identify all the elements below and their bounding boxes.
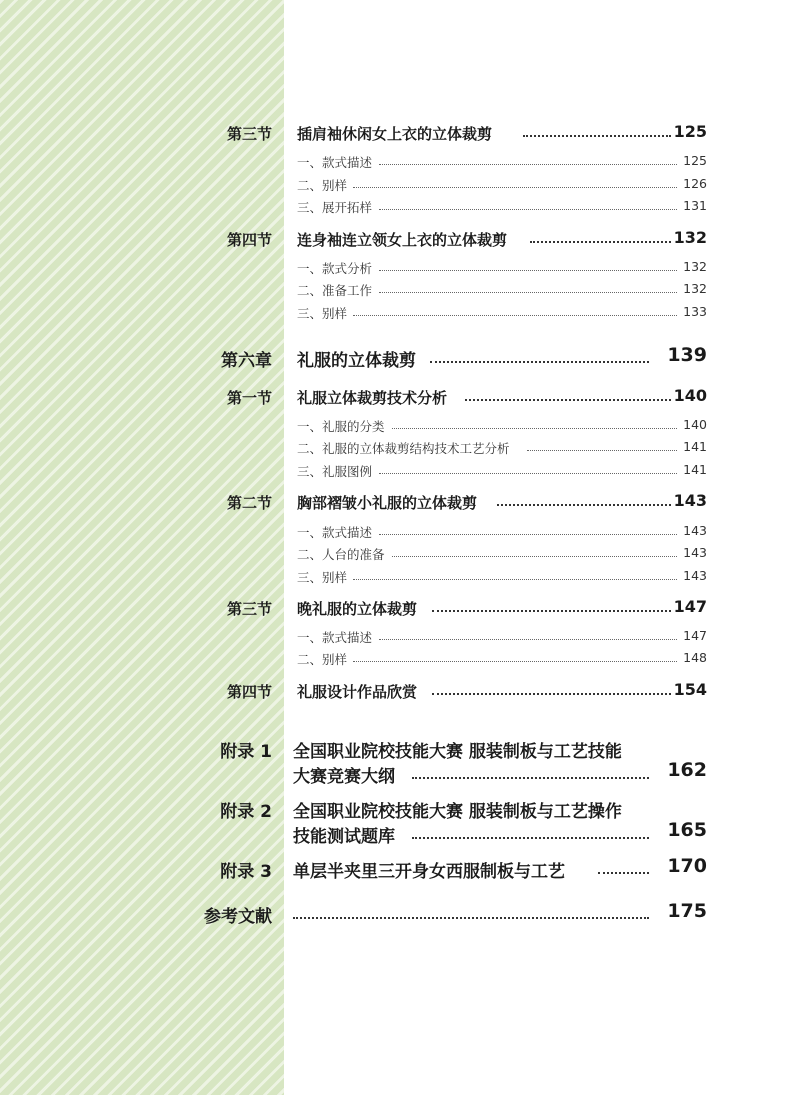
page-number: 125 xyxy=(683,153,707,168)
dot-leader xyxy=(530,241,671,243)
page-number: 154 xyxy=(673,680,707,699)
item-title: 三、展开拓样 xyxy=(297,200,373,215)
item-title: 二、别样 xyxy=(297,178,348,193)
appendix-title-line1: 全国职业院校技能大赛 服装制板与工艺操作 xyxy=(293,802,622,822)
appendix-label: 附录 2 xyxy=(220,802,272,822)
item-title: 三、礼服图例 xyxy=(297,464,373,479)
decorative-diagonal-band xyxy=(0,0,284,1095)
section-label: 第一节 xyxy=(226,389,272,407)
section-label: 第四节 xyxy=(226,231,272,249)
page-number: 147 xyxy=(673,597,707,616)
dot-leader xyxy=(430,361,649,363)
page-number: 143 xyxy=(683,523,707,538)
dot-leader xyxy=(379,292,677,293)
page-number: 147 xyxy=(683,628,707,643)
item-title: 一、礼服的分类 xyxy=(297,419,385,434)
dot-leader xyxy=(379,164,677,165)
dot-leader xyxy=(379,209,677,210)
dot-leader xyxy=(527,450,677,451)
dot-leader xyxy=(497,504,671,506)
page-number: 165 xyxy=(667,819,707,841)
page-number: 133 xyxy=(683,304,707,319)
section-title: 插肩袖休闲女上衣的立体裁剪 xyxy=(297,125,493,143)
chapter-title: 礼服的立体裁剪 xyxy=(297,351,416,371)
page-number: 162 xyxy=(667,759,707,781)
page-number: 143 xyxy=(683,545,707,560)
page-number: 139 xyxy=(667,344,707,366)
section-title: 晚礼服的立体裁剪 xyxy=(297,600,418,618)
dot-leader xyxy=(379,639,677,640)
toc-section[interactable] xyxy=(200,490,707,514)
toc-item[interactable] xyxy=(297,279,707,299)
section-label: 第三节 xyxy=(226,600,272,618)
item-title: 一、款式分析 xyxy=(297,261,373,276)
toc-item[interactable] xyxy=(297,174,707,194)
section-title: 连身袖连立领女上衣的立体裁剪 xyxy=(297,231,508,249)
page-number: 131 xyxy=(683,198,707,213)
toc-item[interactable] xyxy=(297,460,707,480)
page-number: 125 xyxy=(673,122,707,141)
dot-leader xyxy=(523,135,671,137)
dot-leader xyxy=(353,315,677,316)
dot-leader xyxy=(392,428,677,429)
section-title: 胸部褶皱小礼服的立体裁剪 xyxy=(297,494,478,512)
appendix-title-line2: 技能测试题库 xyxy=(293,827,395,847)
toc-item[interactable] xyxy=(297,415,707,435)
toc-item[interactable] xyxy=(297,257,707,277)
dot-leader xyxy=(392,556,677,557)
toc-item[interactable] xyxy=(297,566,707,586)
page-number: 170 xyxy=(667,855,707,877)
section-title: 礼服设计作品欣赏 xyxy=(297,683,418,701)
page-number: 141 xyxy=(683,439,707,454)
item-title: 三、别样 xyxy=(297,306,348,321)
section-label: 第三节 xyxy=(226,125,272,143)
dot-leader xyxy=(379,473,677,474)
toc-section[interactable] xyxy=(200,227,707,251)
toc-item[interactable] xyxy=(297,196,707,216)
page-number: 132 xyxy=(683,259,707,274)
page-number: 148 xyxy=(683,650,707,665)
item-title: 二、礼服的立体裁剪结构技术工艺分析 xyxy=(297,441,510,456)
toc-item[interactable] xyxy=(297,521,707,541)
item-title: 二、人台的准备 xyxy=(297,547,385,562)
references-label: 参考文献 xyxy=(204,907,272,927)
item-title: 一、款式描述 xyxy=(297,525,373,540)
dot-leader xyxy=(353,661,677,662)
page-number: 143 xyxy=(673,491,707,510)
toc-section[interactable] xyxy=(200,121,707,145)
toc-item[interactable] xyxy=(297,151,707,171)
appendix-title: 单层半夹里三开身女西服制板与工艺 xyxy=(293,862,565,882)
item-title: 一、款式描述 xyxy=(297,155,373,170)
page-number: 140 xyxy=(683,417,707,432)
toc-section[interactable] xyxy=(200,679,707,703)
dot-leader xyxy=(353,187,677,188)
toc-item[interactable] xyxy=(297,437,707,457)
toc-item[interactable] xyxy=(297,626,707,646)
toc-appendix[interactable] xyxy=(200,795,707,847)
page-number: 126 xyxy=(683,176,707,191)
page-number: 143 xyxy=(683,568,707,583)
section-label: 第二节 xyxy=(226,494,272,512)
appendix-label: 附录 1 xyxy=(220,742,272,762)
chapter-label: 第六章 xyxy=(221,351,272,371)
item-title: 一、款式描述 xyxy=(297,630,373,645)
page-number: 175 xyxy=(667,900,707,922)
toc-item[interactable] xyxy=(297,543,707,563)
item-title: 二、准备工作 xyxy=(297,283,373,298)
toc-section[interactable] xyxy=(200,385,707,409)
toc-appendix[interactable] xyxy=(200,855,707,883)
item-title: 三、别样 xyxy=(297,570,348,585)
page-number: 132 xyxy=(683,281,707,296)
page-number: 140 xyxy=(673,386,707,405)
dot-leader xyxy=(379,270,677,271)
toc-section[interactable] xyxy=(200,596,707,620)
toc-item[interactable] xyxy=(297,648,707,668)
dot-leader xyxy=(432,610,671,612)
section-label: 第四节 xyxy=(226,683,272,701)
appendix-title-line2: 大赛竞赛大纲 xyxy=(293,767,395,787)
appendix-title-line1: 全国职业院校技能大赛 服装制板与工艺技能 xyxy=(293,742,622,762)
toc-references[interactable] xyxy=(200,900,707,928)
toc-chapter[interactable] xyxy=(200,343,707,373)
toc-item[interactable] xyxy=(297,302,707,322)
dot-leader xyxy=(598,872,649,874)
section-title: 礼服立体裁剪技术分析 xyxy=(297,389,448,407)
page-number: 132 xyxy=(673,228,707,247)
item-title: 二、别样 xyxy=(297,652,348,667)
page-number: 141 xyxy=(683,462,707,477)
dot-leader xyxy=(432,693,671,695)
dot-leader xyxy=(412,837,649,839)
appendix-label: 附录 3 xyxy=(220,862,272,882)
toc-appendix[interactable] xyxy=(200,735,707,787)
dot-leader xyxy=(412,777,649,779)
dot-leader xyxy=(379,534,677,535)
dot-leader xyxy=(293,917,649,919)
dot-leader xyxy=(353,579,677,580)
dot-leader xyxy=(465,399,671,401)
